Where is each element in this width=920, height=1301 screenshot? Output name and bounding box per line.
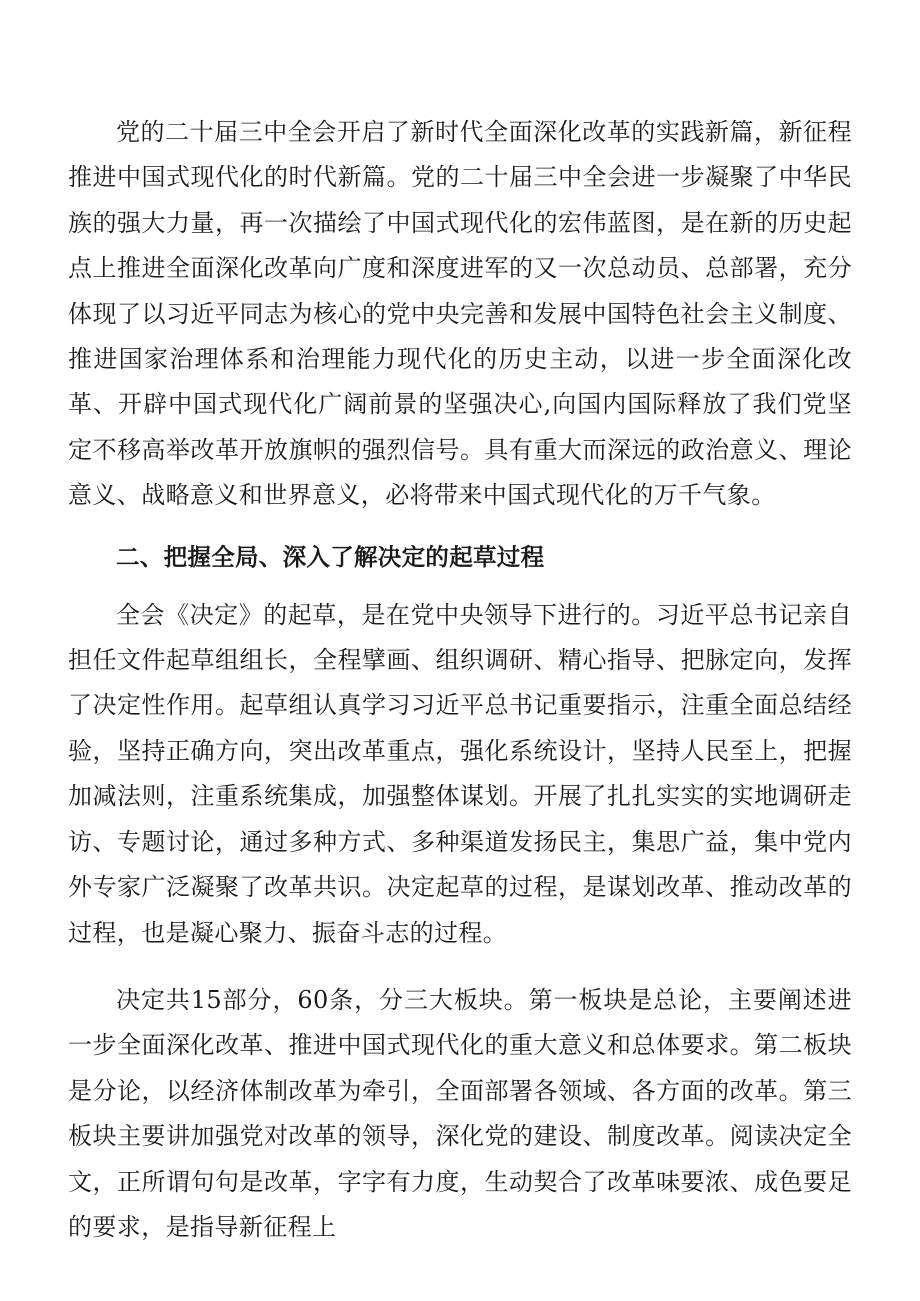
- section-heading: 二、把握全局、深入了解决定的起草过程: [116, 542, 545, 571]
- document-body: [68, 110, 852, 1250]
- body-paragraph-1: 党的二十届三中全会开启了新时代全面深化改革的实践新篇，新征程推进中国式现代化的时代新篇。党的二十届三中全会进一步凝聚了中华民族的强大力量，再一次描绘了中国式现代化的宏伟蓝图，是在新的历史起点上推进全面深化改革向广度和深度进军的又一次总动员、总部署，充分体现了以习近平同志为核心的党中央完善和发展中国特色社会主义制度、推进国家治理体系和治理能力现代化的历史主动，以进一步全面深化改革、开辟中国式现代化广阔前景的坚强决心,向国内国际释放了我们党坚定不移高举改革开放旗帜的强烈信号。具有重大而深远的政治意义、理论意义、战略意义和世界意义，必将带来中国式现代化的万千气象。: [68, 118, 852, 510]
- body-paragraph-3: 决定共15部分，60条，分三大板块。第一板块是总论，主要阐述进一步全面深化改革、推进中国式现代化的重大意义和总体要求。第二板块是分论，以经济体制改革为牵引，全面部署各领域、各方面的改革。第三板块主要讲加强党对改革的领导，深化党的建设、制度改革。阅读决定全文，正所谓句句是改革，字字有力度，生动契合了改革味要浓、成色要足的要求，是指导新征程上: [68, 985, 852, 1241]
- body-paragraph-2: 全会《决定》的起草，是在党中央领导下进行的。习近平总书记亲自担任文件起草组组长，全程擘画、组织调研、精心指导、把脉定向，发挥了决定性作用。起草组认真学习习近平总书记重要指示，注重全面总结经验，坚持正确方向，突出改革重点，强化系统设计，坚持人民至上，把握加减法则，注重系统集成，加强整体谋划。开展了扎扎实实的实地调研走访、专题讨论，通过多种方式、多种渠道发扬民主，集思广益，集中党内外专家广泛凝聚了改革共识。决定起草的过程，是谋划改革、推动改革的过程，也是凝心聚力、振奋斗志的过程。: [68, 600, 852, 947]
